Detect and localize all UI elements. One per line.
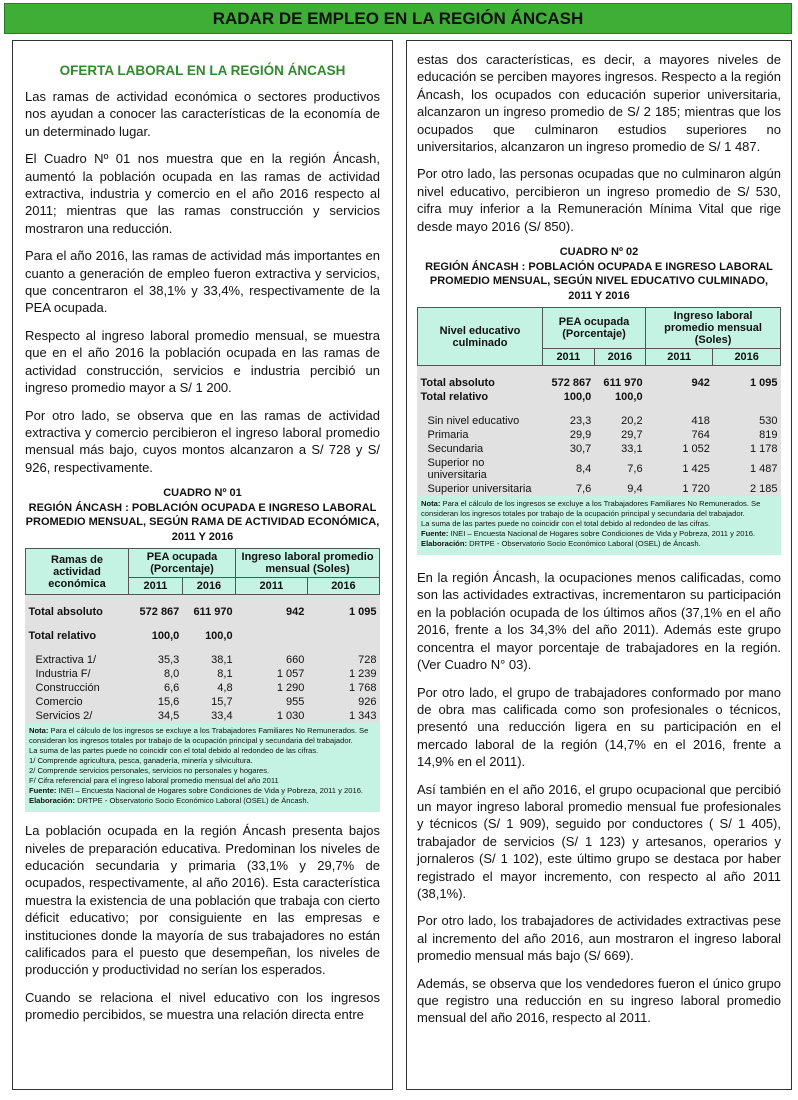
header-year: 2016 — [182, 578, 235, 595]
table2-number: CUADRO Nº 02 — [559, 246, 639, 259]
row-label: Industria F/ — [35, 668, 91, 681]
row-label: Superior universitaria — [427, 483, 532, 496]
row-label: Construcción — [35, 682, 100, 695]
cell: 572 867 — [139, 606, 180, 619]
cell: 8,0 — [164, 668, 180, 681]
cell: 1 239 — [348, 668, 377, 681]
paragraph: Por otro lado, se observa que en las ramas de actividad extractiva y comercio percibieron el ingreso laboral promedio mensual más bajo, cuyos montos alcanzaron a S/ 728 y S/ 926, respectivamente. — [25, 407, 380, 475]
header-ingreso: Ingreso laboral promedio mensual (Soles) — [646, 308, 781, 349]
paragraph: Para el año 2016, las ramas de actividad más importantes en cuanto a generación de empleo fueron extractiva y servicios, que concentraron el 38,1% y 33,4%, respectivamente de la PEA ocupada. — [25, 248, 380, 316]
header-year: 2011 — [236, 578, 308, 595]
table-row — [418, 442, 781, 456]
paragraph: estas dos características, es decir, a mayores niveles de educación se perciben mayores ingresos. Respecto a la región Áncash, los ocupados con educación superior universitaria, alcanzaron un ingreso promedio de S/ 2 185; mientras que los ocupados que culminaron estudios superiores no universitarios, alcanzaron un ingreso promedio de S/ 1 487. — [417, 52, 781, 155]
cell — [307, 629, 379, 643]
cell: 7,6 — [627, 463, 643, 476]
cell: 9,4 — [627, 483, 643, 496]
row-label: Primaria — [427, 429, 469, 442]
header-year: 2011 — [543, 349, 595, 366]
cell: 1 095 — [348, 606, 377, 619]
note: 1/ Comprende agricultura, pesca, ganadería, minería y silvicultura. — [29, 756, 253, 766]
table1-title: REGIÓN ÁNCASH : POBLACIÓN OCUPADA E INGRESO LABORAL PROMEDIO MENSUAL, SEGÚN RAMA DE ACTIVIDAD ECONÓMICA, 2011 Y 2016 — [25, 501, 380, 543]
row-label: Total relativo — [420, 391, 489, 404]
row-label: Comercio — [35, 696, 83, 709]
cell: 34,5 — [157, 710, 180, 723]
paragraph: Por otro lado, el grupo de trabajadores conformado por mano de obra mas calificada como son profesionales o técnicos, presentó una reducción ligera en su participación en el mercado laboral de la región (14,7% en el 2016, frente a 14,9% en el 2011). — [417, 684, 781, 770]
note: Fuente: INEI – Encuesta Nacional de Hogares sobre Condiciones de Vida y Pobreza, 2011 y 2016. — [421, 529, 756, 539]
cell: 1 425 — [682, 463, 710, 476]
cell: 1 343 — [348, 710, 377, 723]
cell: 530 — [759, 415, 778, 428]
header-year: 2016 — [307, 578, 379, 595]
header-year: 2011 — [129, 578, 183, 595]
table-row — [418, 390, 781, 404]
cell: 2 185 — [749, 483, 778, 496]
note: La suma de las partes puede no coincidir con el total debido al redondeo de las cifras. — [421, 519, 711, 529]
left-column — [12, 40, 393, 1090]
paragraph: Cuando se relaciona el nivel educativo con los ingresos promedio percibidos, se muestra una relación directa entre — [25, 989, 380, 1023]
cell: 29,9 — [569, 429, 592, 442]
table-row — [26, 709, 380, 723]
row-label: Superior no universitaria — [427, 457, 487, 482]
row-label: Extractiva 1/ — [35, 654, 97, 667]
header-nivel: Nivel educativo culminado — [418, 308, 543, 366]
cell: 100,0 — [563, 391, 592, 404]
table1-number: CUADRO Nº 01 — [163, 487, 242, 500]
table-row — [26, 667, 380, 681]
table-row — [418, 428, 781, 442]
cell: 819 — [759, 429, 778, 442]
row-label: Sin nivel educativo — [427, 415, 520, 428]
cell: 15,6 — [157, 696, 180, 709]
note: La suma de las partes puede no coincidir con el total debido al redondeo de las cifras. — [29, 746, 319, 756]
table1-caption — [25, 486, 380, 544]
note: Elaboración: DRTPE - Observatorio Socio Económico Laboral (OSEL) de Áncash. — [29, 796, 309, 806]
row-label: Total absoluto — [28, 606, 103, 619]
cell: 29,7 — [621, 429, 643, 442]
cell: 23,3 — [569, 415, 592, 428]
table-row — [26, 695, 380, 709]
cell: 4,8 — [217, 682, 233, 695]
table-row — [418, 414, 781, 428]
note: Nota: Para el cálculo de los ingresos se excluye a los Trabajadores Familiares No Remunerados. Se consideran los ingresos totales por trabajo de la ocupación principal y secundaria del trabajador. — [29, 726, 369, 746]
table2 — [417, 307, 781, 555]
cell: 100,0 — [151, 630, 180, 643]
cell: 611 970 — [603, 377, 643, 390]
cell: 100,0 — [205, 630, 233, 643]
section-title: OFERTA LABORAL EN LA REGIÓN ÁNCASH — [59, 63, 346, 78]
cell: 6,6 — [164, 682, 180, 695]
table1 — [25, 548, 380, 812]
cell: 955 — [286, 696, 305, 709]
paragraph: Por otro lado, las personas ocupadas que no culminaron algún nivel educativo, percibieron un ingreso promedio de S/ 530, cifra muy inferior a la Remuneración Mínima Vital que rige desde mayo 2016 (S/ 850). — [417, 166, 781, 234]
row-label: Total relativo — [28, 630, 97, 643]
cell: 926 — [358, 696, 377, 709]
header-ingreso: Ingreso laboral promedio mensual (Soles) — [236, 549, 380, 578]
table-row — [418, 482, 781, 496]
cell: 942 — [286, 606, 305, 619]
cell: 1 030 — [276, 710, 305, 723]
table-row — [418, 456, 781, 482]
cell: 572 867 — [551, 377, 592, 390]
cell — [646, 390, 713, 404]
table-row — [26, 605, 380, 619]
paragraph: Las ramas de actividad económica o sectores productivos nos ayudan a conocer las características de la economía de un determinado lugar. — [25, 89, 380, 139]
cell: 30,7 — [569, 443, 592, 456]
cell: 38,1 — [211, 654, 233, 667]
cell: 764 — [691, 429, 710, 442]
paragraph: Respecto al ingreso laboral promedio mensual, se muestra que en el año 2016 la población ocupada en las ramas de actividad construcción, servicios e industria percibió un ingreso promedio mayor a S/ 1 200. — [25, 327, 380, 396]
table-row — [418, 376, 781, 390]
cell: 1 768 — [348, 682, 377, 695]
cell: 33,4 — [211, 710, 233, 723]
row-label: Total absoluto — [420, 377, 495, 390]
paragraph: Además, se observa que los vendedores fueron el único grupo que registro una reducción en su ingreso laboral promedio mensual del año 2016, respecto al 2011. — [417, 975, 781, 1026]
row-label: Servicios 2/ — [35, 710, 93, 723]
note: Fuente: INEI – Encuesta Nacional de Hogares sobre Condiciones de Vida y Pobreza, 2011 y 2016. — [29, 786, 364, 796]
header-rama: Ramas de actividad económica — [26, 549, 129, 595]
paragraph: En la región Áncash, la ocupaciones menos calificadas, como son las actividades extractivas, incrementaron su participación en la población ocupada de los últimos años (37,1% en el año 2016, frente a los 34,3% del año 2011). Además este grupo concentra el mayor porcentaje de trabajadores en la región. (Ver Cuadro N° 03). — [417, 570, 781, 673]
cell: 1 052 — [682, 443, 710, 456]
note: F/ Cifra referencial para el ingreso laboral promedio mensual del año 2011 — [29, 776, 279, 786]
cell: 418 — [691, 415, 710, 428]
cell: 7,6 — [575, 483, 592, 496]
table-row — [26, 629, 380, 643]
cell: 33,1 — [621, 443, 643, 456]
table2-title: REGIÓN ÁNCASH : POBLACIÓN OCUPADA E INGRESO LABORAL PROMEDIO MENSUAL, SEGÚN NIVEL EDUCATIVO CULMINADO, 2011 Y 2016 — [425, 260, 773, 302]
cell: 100,0 — [615, 391, 643, 404]
note: Nota: Para el cálculo de los ingresos se excluye a los Trabajadores Familiares No Remunerados. Se consideran los ingresos totales por trabajo de la ocupación principal y secundaria del trabajador. — [421, 499, 761, 519]
cell — [713, 390, 781, 404]
cell: 20,2 — [621, 415, 643, 428]
cell: 8,1 — [217, 668, 233, 681]
cell: 1 487 — [749, 463, 778, 476]
cell: 15,7 — [211, 696, 233, 709]
cell: 1 290 — [276, 682, 305, 695]
note: 2/ Comprende servicios personales, servicios no personales y hogares. — [29, 766, 270, 776]
paragraph: La población ocupada en la región Áncash presenta bajos niveles de preparación educativa. Predominan los niveles de educación secundaria y primaria (33,1% y 29,7% de ocupados, respectivamente, al año 2016). Esta característica muestra la existencia de una población que trabaja con cierto déficit educativo; por consiguiente en las empresas e instituciones donde la mayoría de sus trabajadores no están calificados para el puesto que desempeñan, los niveles de producción y productividad no serían los esperados. — [25, 823, 380, 978]
cell: 942 — [691, 377, 710, 390]
cell: 1 095 — [749, 377, 778, 390]
cell: 728 — [358, 654, 377, 667]
header-pea: PEA ocupada (Porcentaje) — [129, 549, 236, 578]
header-year: 2016 — [594, 349, 645, 366]
table-row — [26, 681, 380, 695]
cell: 35,3 — [157, 654, 180, 667]
header-pea: PEA ocupada (Porcentaje) — [543, 308, 646, 349]
table-row — [26, 653, 380, 667]
cell: 611 970 — [193, 606, 233, 619]
note: Elaboración: DRTPE - Observatorio Socio Económico Laboral (OSEL) de Áncash. — [421, 539, 701, 549]
table1-notes — [25, 723, 380, 812]
cell: 8,4 — [575, 463, 592, 476]
cell: 1 178 — [749, 443, 778, 456]
row-label: Secundaria — [427, 443, 484, 456]
cell — [236, 629, 308, 643]
right-column — [406, 40, 792, 1090]
header-year: 2016 — [713, 349, 781, 366]
table2-caption — [417, 245, 781, 303]
paragraph: El Cuadro Nº 01 nos muestra que en la región Áncash, aumentó la población ocupada en las ramas de actividad extractiva, industria y comercio en el año 2016 respecto al 2011; mientras que las ramas construcción y servicios mostraron una reducción. — [25, 151, 380, 236]
cell: 1 057 — [276, 668, 305, 681]
cell: 1 720 — [682, 483, 710, 496]
paragraph: Así también en el año 2016, el grupo ocupacional que percibió un mayor ingreso laboral promedio mensual fue profesionales y técnicos (S/ 1 909), seguido por conductores ( S/ 1 405), trabajador de servicios (S/ 1 123) y artesanos, operarios y jornaleros (S/ 1 102), este último grupo se destaca por haber registrado el mayor incremento, con respecto al año 2011 (38,1%). — [417, 781, 781, 901]
table2-notes — [417, 496, 781, 555]
paragraph: Por otro lado, los trabajadores de actividades extractivas pese al incremento del año 2016, aun mostraron el ingreso laboral promedio mensual más bajo (S/ 669). — [417, 913, 781, 964]
page-banner: RADAR DE EMPLEO EN LA REGIÓN ÁNCASH — [4, 3, 792, 34]
cell: 660 — [286, 654, 305, 667]
header-year: 2011 — [646, 349, 713, 366]
